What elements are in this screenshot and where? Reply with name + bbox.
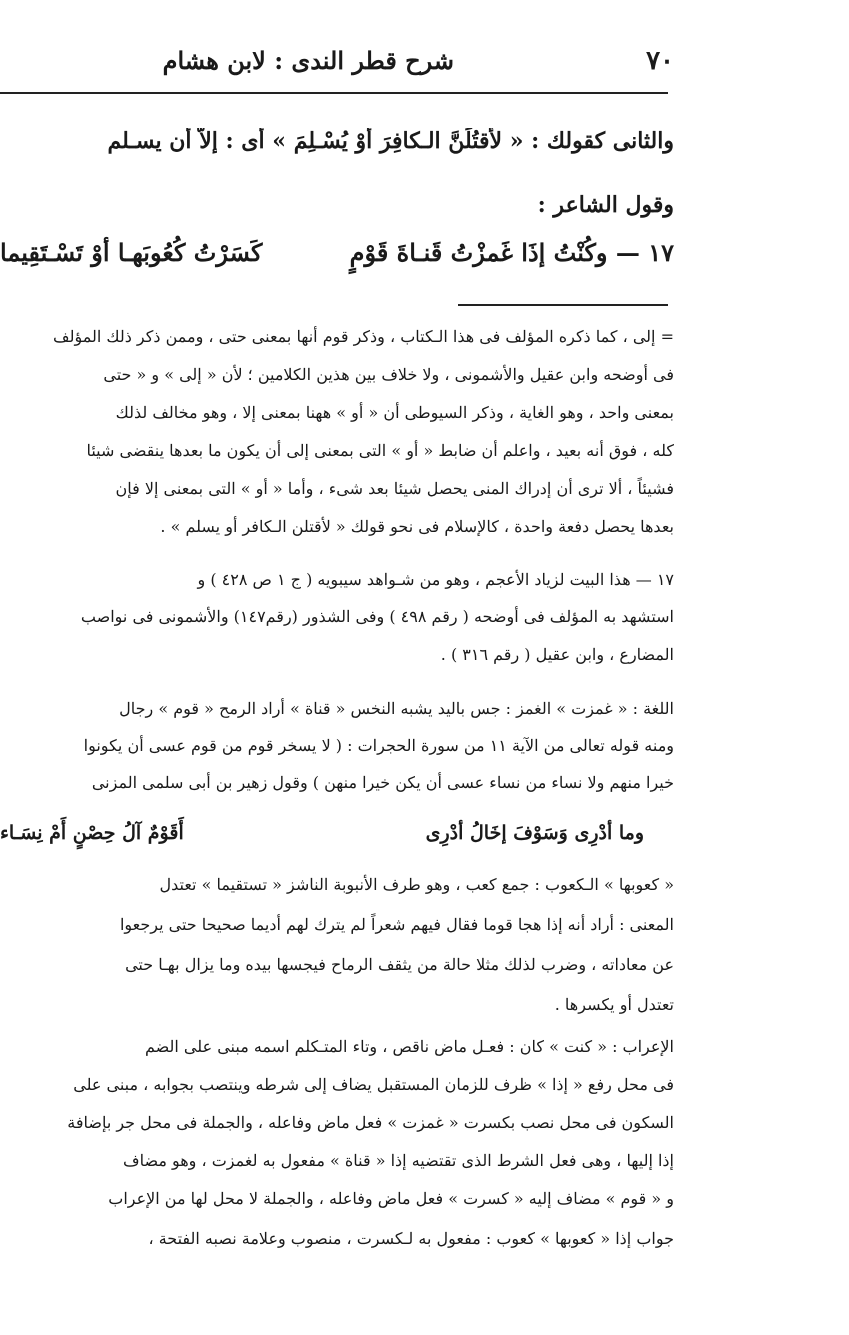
footnote-line: المضارع ، وابن عقيل ( رقم ٣١٦ ) . — [440, 645, 674, 664]
quoted-verse — [0, 822, 674, 858]
quoted-verse-hemistich-2: أَقَوْمٌ آلُ حِصْنٍ أَمْ نِسَـاء — [0, 822, 184, 844]
main-text-line: وقول الشاعر : — [537, 192, 674, 218]
footnote-line: و « قوم » مضاف إليه « كسرت » فعل ماض وفاعله ، والجملة لا محل لها من الإعراب — [108, 1189, 674, 1208]
footnote-line: كله ، فوق أنه بعيد ، واعلم أن ضابط « أو » التى بمعنى إلى أن يكون ما بعدها ينقضى شيئا — [86, 441, 674, 460]
footnote-line: فى محل رفع « إذا » ظرف للزمان المستقبل يضاف إلى شرطه وينتصب بجوابه ، مبنى على — [73, 1075, 674, 1094]
footnote-line: اللغة : « غمزت » الغمز : جس باليد يشبه النخس « قناة » أراد الرمح « قوم » رجال — [119, 699, 674, 718]
footnote-line: استشهد به المؤلف فى أوضحه ( رقم ٤٩٨ ) وفى الشذور (رقم١٤٧) والأشمونى فى نواصب — [80, 607, 674, 626]
running-title: شرح قطر الندى : لابن هشام — [162, 46, 454, 75]
footnote-line: بمعنى واحد ، وهو الغاية ، وذكر السيوطى أن « أو » ههنا بمعنى إلا ، وهو مخالف لذلك — [115, 403, 674, 422]
verse-first-hemistich — [350, 238, 674, 267]
verse-hemistich-1: وكُنْتُ إذَا غَمزْتُ قَنـاةَ قَوْمٍ — [349, 238, 608, 267]
footnote-line: خيرا منهم ولا نساء من نساء عسى أن يكن خيرا منهن ) وقول زهير بن أبى سلمى المزنى — [91, 773, 674, 792]
footnote-separator — [458, 304, 668, 306]
header-rule — [0, 92, 668, 94]
page-header — [0, 44, 674, 84]
footnote-line: فى أوضحه وابن عقيل والأشمونى ، ولا خلاف بين هذين الكلامين ؛ لأن « إلى » و « حتى — [103, 365, 674, 384]
main-text-line: والثانى كقولك : « لأقتُلَنَّ الـكافِرَ أوْ يُسْـلِمَ » أى : إلاَّ أن يسـلم — [107, 128, 674, 154]
footnote-line: جواب إذا « كعوبها » كعوب : مفعول به لـكسرت ، منصوب وعلامة نصبه الفتحة ، — [148, 1229, 674, 1248]
poetry-verse — [0, 238, 674, 278]
verse-dash: — — [607, 238, 640, 267]
footnote-line: بعدها يحصل دفعة واحدة ، كالإسلام فى نحو قولك « لأقتلن الـكافر أو يسلم » . — [160, 517, 674, 536]
footnote-line: عن معاداته ، وضرب لذلك مثلا حالة من يثقف الرماح فيجسها بيده وما يزال بهـا حتى — [125, 955, 674, 974]
footnote-line: السكون فى محل نصب بكسرت « غمزت » فعل ماض وفاعله ، والجملة فى محل جر بإضافة — [67, 1113, 674, 1132]
footnote-line: فشيئاً ، ألا ترى أن إدراك المنى يحصل شيئا بعد شىء ، وأما « أو » التى بمعنى إلا فإن — [115, 479, 674, 498]
verse-hemistich-2: كَسَرْتُ كُعُوبَهـا أوْ تَسْـتَقِيما — [0, 238, 263, 267]
page-number: ٧٠ — [646, 46, 674, 76]
footnote-line: تعتدل أو يكسرها . — [554, 995, 674, 1014]
footnote-line: المعنى : أراد أنه إذا هجا قوما فقال فيهم شعراً لم يترك لهم أديما صحيحا حتى يرجعوا — [119, 915, 674, 934]
footnote-line: إذا إليها ، وهى فعل الشرط الذى تقتضيه إذا « قناة » مفعول به لغمزت ، وهو مضاف — [122, 1151, 674, 1170]
quoted-verse-hemistich-1: وما أدْرِى وَسَوْفَ إخَالُ أدْرِى — [425, 822, 644, 844]
verse-number: ١٧ — [648, 238, 674, 267]
footnote-line: « كعوبها » الـكعوب : جمع كعب ، وهو طرف الأنبوبة الناشز « تستقيما » تعتدل — [159, 875, 674, 894]
footnote-line: ١٧ — هذا البيت لزياد الأعجم ، وهو من شـواهد سيبويه ( ج ١ ص ٤٢٨ ) و — [197, 570, 674, 589]
footnote-line: = إلى ، كما ذكره المؤلف فى هذا الـكتاب ، وذكر قوم أنها بمعنى حتى ، وممن ذكر ذلك المؤلف — [53, 327, 674, 346]
footnote-line: ومنه قوله تعالى من الآية ١١ من سورة الحجرات : ( لا يسخر قوم من قوم عسى أن يكونوا — [83, 736, 674, 755]
footnote-line: الإعراب : « كنت » كان : فعـل ماض ناقص ، وتاء المتـكلم اسمه مبنى على الضم — [145, 1037, 674, 1056]
